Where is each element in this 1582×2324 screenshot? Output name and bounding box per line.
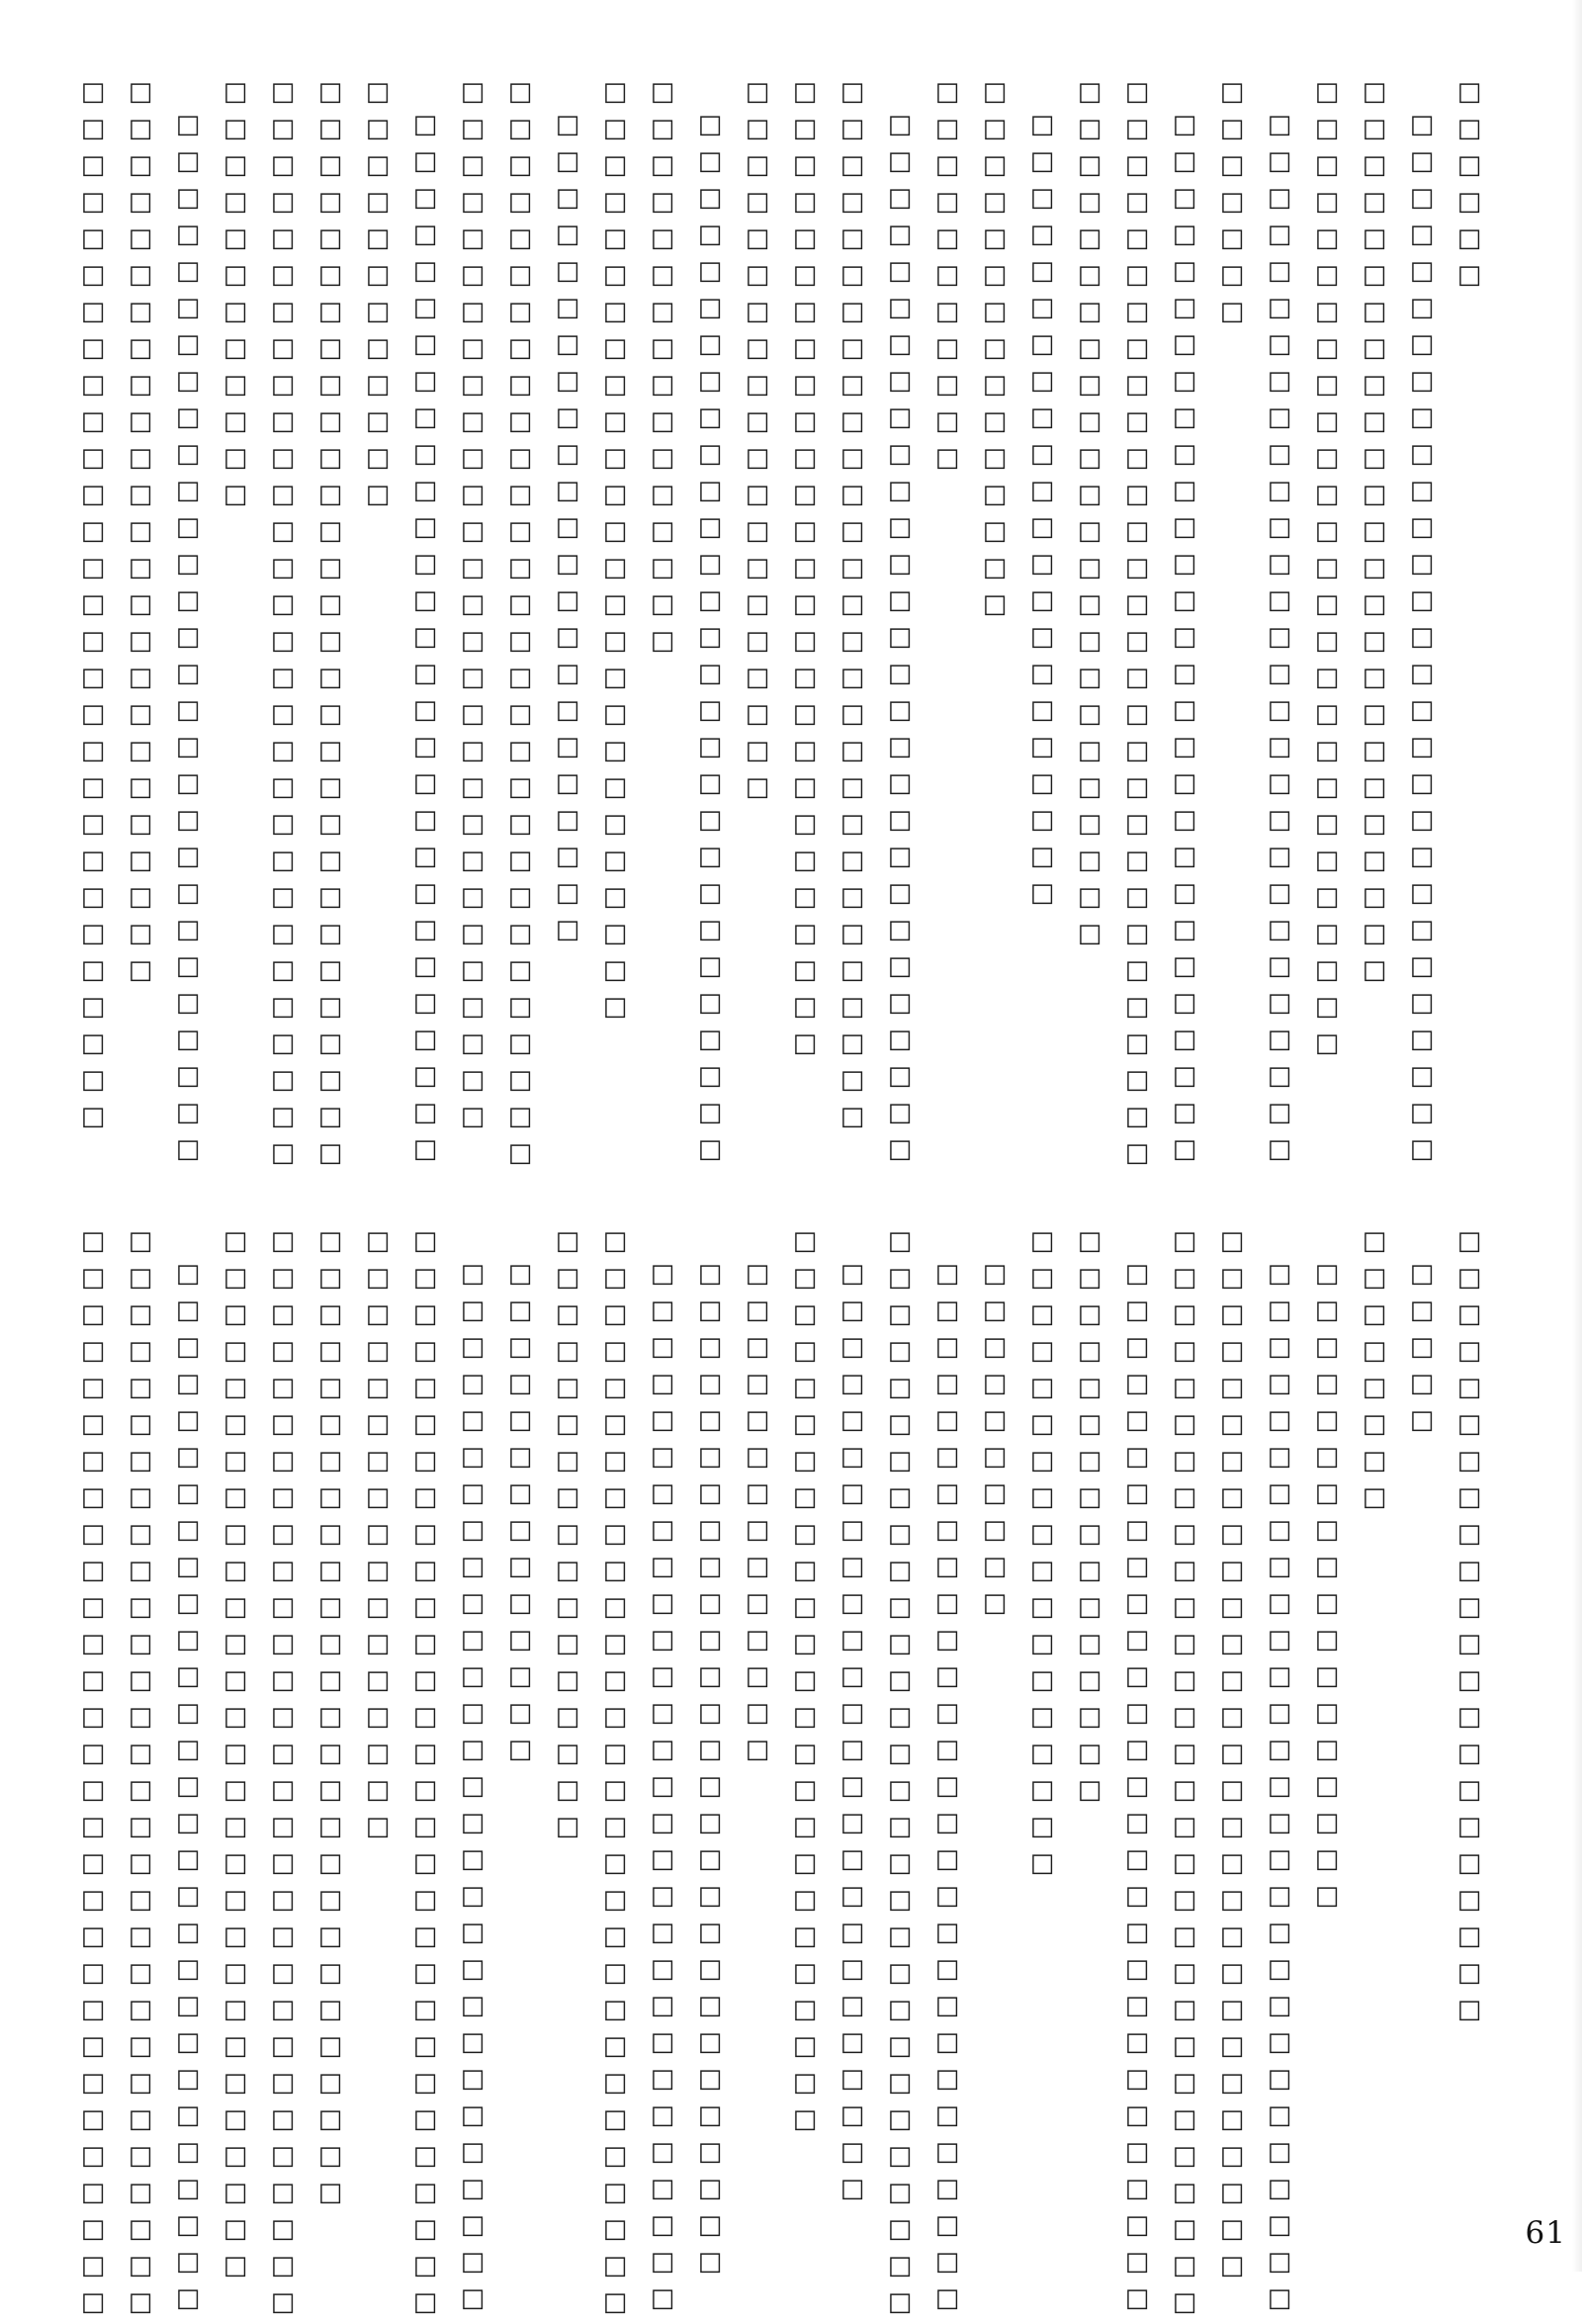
- text-column: □□□□□□□□□□□□□□□□□□□□□□□□: [1075, 77, 1104, 955]
- text-column: □□□□□□□□□□□□□□□: [980, 77, 1010, 626]
- text-column: □□□□□□□□□□□□□□□□□□□□□□□□□□□□□□: [78, 1226, 108, 2324]
- text-column: □□□□□□□□□□□□□□□□□□□□□□□□□□□□□: [220, 1226, 250, 2287]
- text-column: □□□□□□□□□□□□□□□□□□□□□□□□□: [1360, 77, 1389, 992]
- text-column: □□□□□□□□□□□: [932, 77, 962, 480]
- text-column: □□□□□□□□□□□□□□□□□□□□□□□□□□□: [315, 1226, 345, 2214]
- text-column: □□□□□□□□□□□□□□□□□□□□□□□: [553, 110, 582, 951]
- text-column: □□□□□□□□□□□□: [363, 77, 393, 516]
- text-column: □□□□□□□□□□□□□□□□□□□□□□□□□□□□□□: [1122, 77, 1152, 1175]
- text-column: □□□□□□□□□□□□□□□□□□□□□□□□□□□□□: [458, 77, 487, 1138]
- scan-edge-shading: [1572, 0, 1582, 2272]
- text-column: □□□□□□□□□□□□□□□□□□□□□□□□□□□□□: [885, 110, 915, 1171]
- text-column: □□□□□□□□□□□□□□□□□□□□□□□□□□□□□: [410, 110, 440, 1171]
- text-column: □□□□□□□□□□□□□□□□□□□□□□□□□□□□□: [1122, 1259, 1152, 2320]
- text-column: □□□□□□□□□□□□□□□□□□□□□□□□□□□□□□: [505, 77, 535, 1175]
- text-column: □□□□□□□□□□□□□□□□□□□□□□□□□□□□□□: [268, 77, 298, 1175]
- text-column: □□□□□□□□□□□□□□□□□□□□□□□□□: [790, 1226, 820, 2141]
- text-column: □□□□□□□□□□□□□□□□□□□□□□□□□□□□□: [1407, 110, 1437, 1171]
- text-column: □□□□□□□□□□□□□□□□□□□□□□□□□□□□□: [1265, 1259, 1294, 2320]
- text-column: □□□□□□□□□□□□□□: [505, 1259, 535, 1771]
- text-column: □□□□□□□□□□□□□□□□□□□□□□□□□□□□□: [1265, 110, 1294, 1171]
- text-column: □□□□□: [1407, 1259, 1437, 1442]
- text-column: □□□□□□□□□□□□□□□□□□□□□□: [1454, 1226, 1484, 2031]
- text-column: □□□□□□□□□□□□□□□□□□□□□□□□□□□□□□: [600, 1226, 630, 2324]
- text-column: □□□□□□□□□□□□□□□□□□□□□□□□□□□□□: [837, 77, 867, 1138]
- text-column: □□□□□□□□□□□□□□□□□□□□□□□□□□□□: [695, 1259, 725, 2283]
- text-column: □□□□□□□□□□□□□□: [743, 1259, 772, 1771]
- text-column: □□□□□□□□: [1360, 1226, 1389, 1519]
- text-column: □□□□□□□: [1217, 77, 1247, 333]
- text-column: □□□□□□□□□□□□□□□□□□□□□□□□□□: [837, 1259, 867, 2210]
- text-column: □□□□□□□□□□□□□□□□□□□□□□: [1027, 110, 1057, 915]
- text-column: □□□□□□□□□□□□□□□□: [1075, 1226, 1104, 1812]
- text-column: □□□□□□□□□□□□□□□□□□□□□□□□□□□□□: [1170, 110, 1199, 1171]
- text-column: □□□□□□□□□□□□□□□□□□□□□□□□□□□□□□: [315, 77, 345, 1175]
- text-column: □□□□□□□□□□□□□□□□□□□□□□□□□□□: [1312, 77, 1342, 1065]
- text-column: □□□□□□□□□□□□□□□□□□□□□□□□□□: [600, 77, 630, 1028]
- text-column: □□□□□□: [1454, 77, 1484, 297]
- text-column: □□□□□□□□□□□□□□□□□□□□□□□□□□□□□: [648, 1259, 677, 2320]
- text-column: □□□□□□□□□□□□□□□□□□□□□□□□□□□□□□: [268, 1226, 298, 2324]
- text-column: □□□□□□□□□□□□□□□□□□□□□□□□□□□□□□: [126, 1226, 155, 2324]
- text-column: □□□□□□□□□□□□□□□□□: [363, 1226, 393, 1848]
- text-block-lower: [69, 1226, 1493, 2324]
- text-column: □□□□□□□□□□□□□□□□□□: [1027, 1226, 1057, 1885]
- text-column: □□□□□□□□□□□□□□□□□□□□□□□□□□□□□: [173, 1259, 203, 2320]
- text-block-upper: [69, 77, 1493, 1175]
- text-column: □□□□□□□□□□□□□□□□□□□□□□□□□□□□□: [1217, 1226, 1247, 2287]
- text-column: □□□□□□□□□□□□□□□□□□□□□□□□□: [126, 77, 155, 992]
- text-column: □□□□□□□□□□□□□□□□□□□□□□□□□□□□□: [695, 110, 725, 1171]
- text-column: □□□□□□□□□□□□□□□□□□□□□□□□□□□□□: [78, 77, 108, 1138]
- text-column: □□□□□□□□□□□□□□□□□□□□□□□□□□□□□: [458, 1259, 487, 2320]
- text-column: □□□□□□□□□□□□□□□□□□□□□□□□□□□□□: [932, 1259, 962, 2320]
- text-column: □□□□□□□□□□□□□□□□□□: [1312, 1259, 1342, 1918]
- text-column: □□□□□□□□□□□□: [220, 77, 250, 516]
- text-column: □□□□□□□□□□□□□□□□□□□□□□□□□□□: [790, 77, 820, 1065]
- text-column: □□□□□□□□□□: [980, 1259, 1010, 1625]
- text-column: □□□□□□□□□□□□□□□□□□□□□□□□□□□□□□: [1170, 1226, 1199, 2324]
- text-column: □□□□□□□□□□□□□□□□□□□□□□□□□□□□□□: [885, 1226, 915, 2324]
- text-column: □□□□□□□□□□□□□□□□□□□□: [743, 77, 772, 809]
- page-number: 61: [1525, 2215, 1566, 2251]
- text-column: □□□□□□□□□□□□□□□□□□□□□□□□□□□□□: [173, 110, 203, 1171]
- text-column: □□□□□□□□□□□□□□□□: [648, 77, 677, 663]
- text-column: □□□□□□□□□□□□□□□□□: [553, 1226, 582, 1848]
- text-column: □□□□□□□□□□□□□□□□□□□□□□□□□□□□□□: [410, 1226, 440, 2324]
